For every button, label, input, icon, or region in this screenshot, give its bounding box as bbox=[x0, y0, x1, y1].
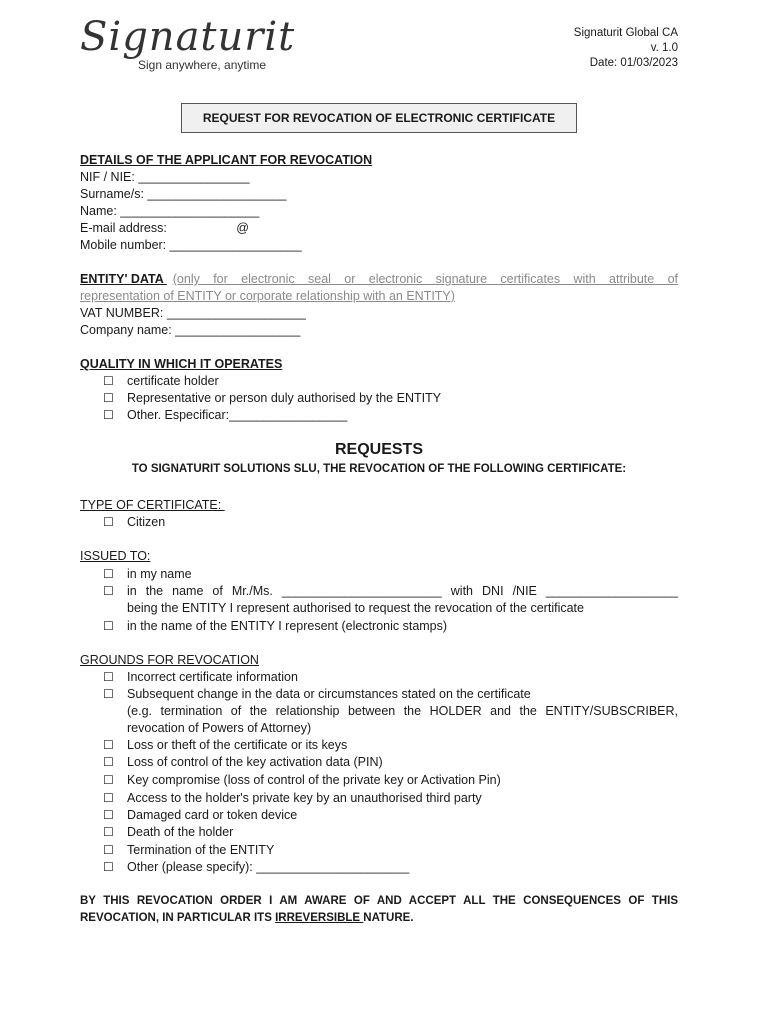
surname-field: Surname/s: ____________________ bbox=[80, 187, 287, 201]
grounds-option[interactable]: ☐ Other (please specify): ______________________ bbox=[103, 860, 410, 874]
grounds-option[interactable]: ☐ Access to the holder's private key by an unauthorised third party bbox=[103, 791, 482, 805]
checkbox-icon[interactable]: ☐ bbox=[103, 584, 114, 598]
issued-option-my-name[interactable]: ☐ in my name bbox=[103, 567, 192, 581]
checkbox-icon[interactable]: ☐ bbox=[103, 567, 114, 581]
quality-option-holder[interactable]: ☐ certificate holder bbox=[103, 374, 219, 388]
logo-tagline: Sign anywhere, anytime bbox=[138, 58, 267, 72]
logo bbox=[80, 14, 296, 72]
grounds-option-cont: (e.g. termination of the relationship between the HOLDER and the ENTITY/SUBSCRIBER, bbox=[127, 704, 678, 718]
checkbox-icon[interactable]: ☐ bbox=[103, 860, 114, 874]
logo-wordmark: Signaturit bbox=[80, 14, 296, 60]
checkbox-icon[interactable]: ☐ bbox=[103, 791, 114, 805]
company-field: Company name: __________________ bbox=[80, 323, 301, 337]
checkbox-icon[interactable]: ☐ bbox=[103, 687, 114, 701]
issuer-name: Signaturit Global CA bbox=[573, 27, 678, 39]
checkbox-icon[interactable]: ☐ bbox=[103, 808, 114, 822]
requests-heading: REQUESTS bbox=[334, 441, 423, 458]
nif-field: NIF / NIE: ________________ bbox=[80, 170, 250, 184]
grounds-option[interactable]: ☐ Loss of control of the key activation data (PIN) bbox=[103, 755, 383, 769]
date: Date: 01/03/2023 bbox=[589, 57, 678, 69]
declaration-line1: BY THIS REVOCATION ORDER I AM AWARE OF AND ACCEPT ALL THE CONSEQUENCES OF THIS bbox=[80, 895, 678, 907]
issued-option-named-person[interactable]: ☐ in the name of Mr./Ms. _______________________ with DNI /NIE ___________________ bbox=[103, 584, 678, 598]
requests-subheading: TO SIGNATURIT SOLUTIONS SLU, THE REVOCATION OF THE FOLLOWING CERTIFICATE: bbox=[131, 463, 627, 475]
checkbox-icon[interactable]: ☐ bbox=[103, 408, 114, 422]
grounds-option[interactable]: ☐ Death of the holder bbox=[103, 825, 234, 839]
checkbox-icon[interactable]: ☐ bbox=[103, 773, 114, 787]
email-field: E-mail address: @ bbox=[80, 221, 249, 235]
checkbox-icon[interactable]: ☐ bbox=[103, 670, 114, 684]
checkbox-icon[interactable]: ☐ bbox=[103, 738, 114, 752]
checkbox-icon[interactable]: ☐ bbox=[103, 374, 114, 388]
entity-note-line1: (only for electronic seal or electronic signature certificates with attribute of bbox=[172, 272, 678, 286]
grounds-option[interactable]: ☐ Loss or theft of the certificate or its keys bbox=[103, 738, 348, 752]
document-meta bbox=[574, 26, 678, 71]
grounds-option[interactable]: ☐ Subsequent change in the data or circumstances stated on the certificate bbox=[103, 687, 531, 701]
grounds-option-cont: revocation of Powers of Attorney) bbox=[127, 721, 312, 735]
checkbox-icon[interactable]: ☐ bbox=[103, 843, 114, 857]
grounds-option[interactable]: ☐ Incorrect certificate information bbox=[103, 670, 298, 684]
type-heading: TYPE OF CERTIFICATE: bbox=[80, 498, 225, 512]
grounds-heading: GROUNDS FOR REVOCATION bbox=[80, 653, 259, 667]
entity-heading: ENTITY' DATA bbox=[80, 272, 167, 286]
document-title: REQUEST FOR REVOCATION OF ELECTRONIC CERTIFICATE bbox=[181, 103, 577, 133]
checkbox-icon[interactable]: ☐ bbox=[103, 391, 114, 405]
applicant-heading: DETAILS OF THE APPLICANT FOR REVOCATION bbox=[80, 153, 373, 167]
name-field: Name: ____________________ bbox=[80, 204, 260, 218]
quality-option-representative[interactable]: ☐ Representative or person duly authorised by the ENTITY bbox=[103, 391, 442, 405]
type-option-citizen[interactable]: ☐ Citizen bbox=[103, 515, 166, 529]
declaration-line2: REVOCATION, IN PARTICULAR ITS IRREVERSIBLE NATURE. bbox=[80, 912, 414, 924]
irreversible-word: IRREVERSIBLE bbox=[275, 912, 364, 924]
checkbox-icon[interactable]: ☐ bbox=[103, 619, 114, 633]
checkbox-icon[interactable]: ☐ bbox=[103, 825, 114, 839]
vat-field: VAT NUMBER: ____________________ bbox=[80, 306, 306, 320]
mobile-field: Mobile number: ___________________ bbox=[80, 238, 302, 252]
grounds-option[interactable]: ☐ Damaged card or token device bbox=[103, 808, 298, 822]
issued-option-named-person-cont: being the ENTITY I represent authorised to request the revocation of the certificate bbox=[127, 601, 584, 615]
checkbox-icon[interactable]: ☐ bbox=[103, 755, 114, 769]
grounds-option[interactable]: ☐ Termination of the ENTITY bbox=[103, 843, 275, 857]
version: v. 1.0 bbox=[650, 42, 678, 54]
quality-heading: QUALITY IN WHICH IT OPERATES bbox=[80, 357, 283, 371]
checkbox-icon[interactable]: ☐ bbox=[103, 515, 114, 529]
grounds-option[interactable]: ☐ Key compromise (loss of control of the private key or Activation Pin) bbox=[103, 773, 501, 787]
entity-note-line2: representation of ENTITY or corporate relationship with an ENTITY) bbox=[80, 289, 455, 303]
quality-option-other[interactable]: ☐ Other. Especificar:_________________ bbox=[103, 408, 348, 422]
issued-option-entity[interactable]: ☐ in the name of the ENTITY I represent (electronic stamps) bbox=[103, 619, 448, 633]
entity-heading-row bbox=[80, 271, 678, 288]
issued-heading: ISSUED TO: bbox=[80, 549, 151, 563]
